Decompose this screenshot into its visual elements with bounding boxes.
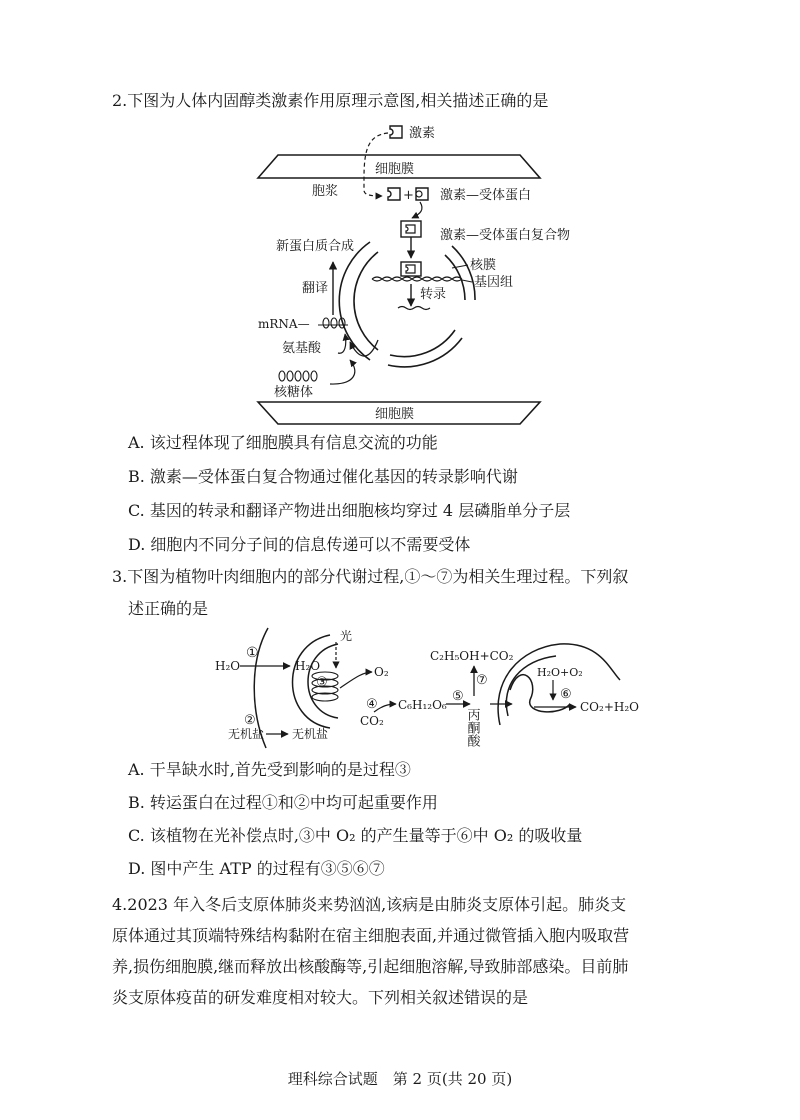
q2-option-c: C. 基因的转录和翻译产物进出细胞核均穿过 4 层磷脂单分子层: [128, 501, 571, 520]
label-hormone: 激素: [409, 126, 436, 141]
label-process-4: ④: [366, 697, 378, 712]
label-process-3: ③: [316, 675, 328, 690]
label-nuclear-membrane: 核膜: [470, 258, 497, 273]
label-transcription: 转录: [420, 287, 447, 302]
q2-option-b: B. 激素—受体蛋白复合物通过催化基因的转录影响代谢: [128, 467, 518, 486]
q3-option-a: A. 干旱缺水时,首先受到影响的是过程③: [128, 760, 411, 779]
label-h2o-o2: H₂O+O₂: [537, 666, 583, 679]
svg-text:+: +: [403, 188, 414, 203]
label-amino-acid: 氨基酸: [282, 341, 322, 356]
label-new-protein: 新蛋白质合成: [276, 239, 355, 254]
hormone-receptor-complex: [401, 221, 421, 237]
nucleus: [339, 242, 475, 367]
page-footer: 理科综合试题 第 2 页(共 20 页): [287, 1070, 513, 1088]
q3-option-b: B. 转运蛋白在过程①和②中均可起重要作用: [128, 793, 438, 812]
complex-on-gene: [401, 262, 421, 276]
hormone-shape: [390, 126, 402, 138]
q2-option-a: A. 该过程体现了细胞膜具有信息交流的功能: [128, 433, 438, 452]
leaf-cell-metabolism-diagram: [0, 620, 800, 750]
label-salt-left: 无机盐: [228, 727, 265, 741]
q2-option-d: D. 细胞内不同分子间的信息传递可以不需要受体: [128, 535, 471, 554]
mrna-in-nucleus: [398, 307, 430, 310]
label-process-2: ②: [244, 713, 256, 728]
label-ribosome: 核糖体: [274, 385, 314, 400]
genome-dna: [372, 277, 462, 281]
label-genome: 基因组: [474, 275, 514, 290]
free-ribosomes: [279, 371, 317, 381]
question-3-stem-line-1: 3.下图为植物叶肉细胞内的部分代谢过程,①～⑦为相关生理过程。下列叙: [112, 567, 629, 586]
label-glucose: C₆H₁₂O₆: [398, 698, 447, 712]
label-ethanol: C₂H₅OH+CO₂: [430, 649, 514, 663]
o2-release-arrow: [340, 672, 372, 688]
question-2-stem: 2.下图为人体内固醇类激素作用原理示意图,相关描述正确的是: [112, 91, 549, 110]
label-o2: O₂: [374, 665, 389, 679]
label-co2-h2o: CO₂+H₂O: [580, 700, 639, 714]
pointer-genome: [462, 280, 472, 282]
label-process-7: ⑦: [476, 673, 488, 688]
label-pyruvate: 丙酮酸: [464, 708, 480, 747]
label-cytoplasm: 胞浆: [312, 184, 339, 199]
label-light: 光: [340, 629, 353, 643]
label-mrna: mRNA—: [258, 317, 310, 331]
label-complex: 激素—受体蛋白复合物: [440, 228, 571, 243]
label-h2o-mid: H₂O: [295, 659, 321, 673]
label-membrane-bottom: 细胞膜: [375, 407, 415, 422]
label-h2o-left: H₂O: [215, 659, 241, 673]
label-process-1: ①: [246, 645, 259, 661]
question-3-stem-line-2: 述正确的是: [128, 599, 209, 618]
question-4-stem: 4.2023 年入冬后支原体肺炎来势汹汹,该病是由肺炎支原体引起。肺炎支原体通过其顶端特殊结构黏附在宿主细胞表面,并通过微管插入胞内吸取营养,损伤细胞膜,继而释放出核酸酶等,引起细胞溶解,导致肺部感染。目前肺炎支原体疫苗的研发难度相对较大。下列相关叙述错误的是: [112, 895, 630, 1007]
label-process-6: ⑥: [560, 687, 572, 702]
mrna-export-arrow: [350, 340, 378, 356]
q3-option-d: D. 图中产生 ATP 的过程有③⑤⑥⑦: [128, 859, 385, 878]
combine-arrow: [412, 202, 422, 218]
label-salt-right: 无机盐: [292, 727, 329, 741]
label-co2: CO₂: [360, 714, 384, 728]
q3-option-c: C. 该植物在光补偿点时,③中 O₂ 的产生量等于⑥中 O₂ 的吸收量: [128, 826, 583, 845]
label-hormone-receptor: 激素—受体蛋白: [440, 188, 532, 203]
ribosome-arrow: [330, 360, 355, 384]
amino-acid-arrow: [338, 334, 346, 353]
steroid-hormone-diagram: [0, 0, 800, 440]
label-membrane-top: 细胞膜: [375, 162, 415, 177]
label-process-5: ⑤: [452, 689, 464, 704]
hormone-plus-receptor: [388, 188, 428, 203]
label-translation: 翻译: [302, 281, 329, 296]
